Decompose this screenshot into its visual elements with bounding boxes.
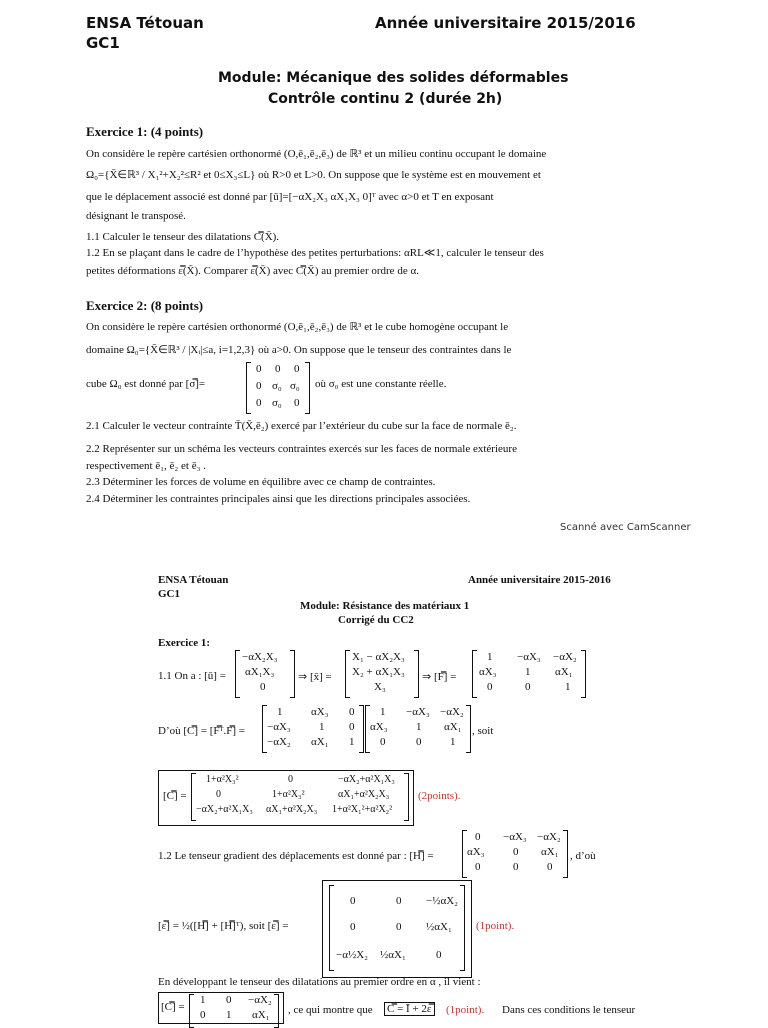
F-label: ⇒ [F̿] = [422, 671, 457, 683]
Ft-cell: 0 [349, 721, 355, 733]
ex1-q12a: 1.2 En se plaçant dans le cadre de l’hypothèse des petites perturbations: αRL≪1, calculer le tenseur des [86, 247, 544, 259]
bot-ex1: Exercice 1: [158, 637, 211, 649]
sigma-cell: σ₀ [272, 397, 282, 409]
Ft-cell: 1 [277, 706, 283, 718]
top-exam: Contrôle continu 2 (durée 2h) [268, 91, 503, 107]
sigma-cell: 0 [275, 363, 281, 375]
H-cell: 0 [513, 846, 519, 858]
C-cell: 0 [216, 789, 221, 800]
sigma-cell: σ₀ [290, 380, 300, 392]
C2-cell: 0 [200, 1009, 206, 1021]
F2-cell: 1 [450, 736, 456, 748]
ex2-q23: 2.3 Déterminer les forces de volume en équilibre avec ce champ de contraintes. [86, 476, 436, 488]
F-cell: αX₁ [555, 666, 573, 678]
eps-cell: ½αX₁ [426, 921, 452, 933]
Ft-cell: 0 [349, 706, 355, 718]
top-module: Module: Mécanique des solides déformables [218, 70, 569, 86]
ex2-q22a: 2.2 Représenter sur un schéma les vecteurs contraintes exercés sur les faces de normale extérieure [86, 443, 517, 455]
H-cell: −αX₂ [537, 831, 561, 843]
eps-cell: 0 [396, 921, 402, 933]
F2-matrix [365, 705, 471, 753]
Ft-cell: −αX₂ [267, 736, 291, 748]
H-cell: αX₃ [467, 846, 485, 858]
F-cell: 1 [565, 681, 571, 693]
H-cell: 0 [513, 861, 519, 873]
sigma-cell: 0 [256, 363, 262, 375]
u-vector [235, 650, 295, 698]
H-cell: −αX₃ [503, 831, 527, 843]
sigma-cell: 0 [294, 397, 300, 409]
C2-cell: 1 [200, 994, 206, 1006]
ex1-q11: 1.1 Calculer le tenseur des dilatations C̿(X̄). [86, 231, 280, 243]
ex2-q22b: respectivement ē₁, ē₂ et ē₃ . [86, 460, 206, 472]
F-cell: 1 [525, 666, 531, 678]
top-class: GC1 [86, 34, 120, 52]
C2-matrix [189, 994, 279, 1028]
F-cell: −αX₃ [517, 651, 541, 663]
u-cell: 0 [260, 681, 266, 693]
C-label: [C̿] = [163, 790, 187, 802]
C-cell: −αX₂+α²X₁X₃ [338, 774, 395, 785]
ex1-p1: On considère le repère cartésien orthonormé (O,ē₁,ē₂,ē₃) de ℝ³ et un milieu continu occupant le domaine [86, 148, 547, 160]
H-cell: αX₁ [541, 846, 559, 858]
H-cell: 0 [475, 831, 481, 843]
C2-label: [C̿] = [161, 1001, 185, 1013]
eps-matrix [329, 885, 465, 971]
ex2-title: Exercice 2: (8 points) [86, 298, 204, 313]
eps-cell: 0 [396, 895, 402, 907]
ex2-p3b: où σ₀ est une constante réelle. [315, 378, 447, 390]
l11-prefix: 1.1 On a : [ū] = [158, 670, 226, 682]
Ft-matrix [262, 705, 364, 753]
top-year: Année universitaire 2015/2016 [375, 14, 636, 32]
Ft-cell: 1 [319, 721, 325, 733]
q12-label: 1.2 Le tenseur gradient des déplacements est donné par : [H̿] = [158, 850, 434, 862]
C-cell: 0 [288, 774, 293, 785]
bot-subtitle: Corrigé du CC2 [338, 614, 414, 626]
C2-cell: −αX₂ [248, 994, 272, 1006]
bot-school: ENSA Tétouan [158, 574, 229, 586]
F-cell: −αX₂ [553, 651, 577, 663]
ex1-title: Exercice 1: (4 points) [86, 124, 204, 139]
u-cell: αX₁X₃ [245, 666, 275, 678]
F2-cell: 1 [416, 721, 422, 733]
C-cell: αX₁+α²X₂X₃ [266, 804, 318, 815]
F2-cell: αX₃ [370, 721, 388, 733]
x-cell: X₃ [374, 681, 386, 693]
eps-result-box [322, 880, 472, 978]
sigma-cell: 0 [294, 363, 300, 375]
dev-text: En développant le tenseur des dilatations au premier ordre en α , il vient : [158, 976, 481, 988]
ex2-p2: domaine Ω₀={X̄∈ℝ³ / |Xᵢ|≤a, i=1,2,3} où a>0. On suppose que le tenseur des contraintes dans le [86, 344, 512, 356]
C-cell: −αX₂+α²X₁X₃ [196, 804, 253, 815]
Ft-cell: −αX₃ [267, 721, 291, 733]
F-cell: 0 [487, 681, 493, 693]
F2-cell: 0 [380, 736, 386, 748]
ex1-p4: désignant le transposé. [86, 210, 186, 222]
sigma-cell: 0 [256, 397, 262, 409]
points-1: (1point). [476, 920, 515, 932]
C-cell: 1+α²X₃² [272, 789, 305, 800]
Ft-cell: 1 [349, 736, 355, 748]
dou-label: D’où [C̿] = [F̿ᵀ.F̿] = [158, 725, 245, 737]
F2-cell: −αX₂ [440, 706, 464, 718]
x-vector [345, 650, 419, 698]
eps-cell: −½αX₂ [426, 895, 458, 907]
ex2-p3a: cube Ω₀ est donné par [σ̿]= [86, 378, 206, 390]
C2-cell: 1 [226, 1009, 232, 1021]
F-cell: 1 [487, 651, 493, 663]
bot-class: GC1 [158, 588, 180, 600]
ex2-p1: On considère le repère cartésien orthonormé (O,ē₁,ē₂,ē₃) de ℝ³ et le cube homogène occupant le [86, 321, 509, 333]
ex1-q12b: petites déformations ε̿(X̄). Comparer ε̿(X̄) avec C̿(X̄) au premier ordre de α. [86, 265, 419, 277]
show1-text: , ce qui montre que [288, 1004, 373, 1016]
F2-cell: αX₁ [444, 721, 462, 733]
eps-cell: 0 [436, 949, 442, 961]
ex2-q24: 2.4 Déterminer les contraintes principales ainsi que les directions principales associées. [86, 493, 471, 505]
C-cell: 1+α²X₃² [206, 774, 239, 785]
ex1-p3: que le déplacement associé est donné par [ū]=[−αX₂X₃ αX₁X₃ 0]ᵀ avec α>0 et T en exposant [86, 191, 494, 203]
top-school: ENSA Tétouan [86, 14, 204, 32]
scanner-label: Scanné avec CamScanner [560, 522, 691, 533]
x-cell: X₂ + αX₁X₃ [352, 666, 405, 678]
Ft-cell: αX₁ [311, 736, 329, 748]
H-matrix [462, 830, 568, 878]
C2-cell: αX₁ [252, 1009, 270, 1021]
sigma-cell: 0 [256, 380, 262, 392]
C-cell: αX₁+α²X₂X₃ [338, 789, 390, 800]
C-result-box [158, 770, 414, 826]
H-cell: 0 [547, 861, 553, 873]
eps-label: [ε̿] = ½([H̿] + [H̿]ᵀ), soit [ε̿] = [158, 920, 289, 932]
C-matrix [191, 773, 409, 821]
F2-cell: 0 [416, 736, 422, 748]
eps-cell: 0 [350, 895, 356, 907]
Ft-cell: αX₃ [311, 706, 329, 718]
sigma-cell: σ₀ [272, 380, 282, 392]
F-cell: 0 [525, 681, 531, 693]
bot-year: Année universitaire 2015-2016 [468, 574, 611, 586]
bot-module: Module: Résistance des matériaux 1 [300, 600, 470, 612]
points-1b: (1point). [446, 1004, 485, 1016]
points-2: (2points). [418, 790, 461, 802]
C-cell: 1+α²X₁²+α²X₂² [332, 804, 393, 815]
eps-cell: ½αX₁ [380, 949, 406, 961]
F-matrix [472, 650, 586, 698]
F2-cell: 1 [380, 706, 386, 718]
equality-box: C̿ = Ī + 2ε̿ [384, 1002, 435, 1016]
show2-text: Dans ces conditions le tenseur [502, 1004, 636, 1016]
soit-label: , soit [472, 725, 494, 737]
ex2-q21: 2.1 Calculer le vecteur contrainte T̄(X̄,ē₂) exercé par l’extérieur du cube sur la face de normale ē₂. [86, 420, 517, 432]
C2-box [158, 992, 284, 1024]
F-cell: αX₃ [479, 666, 497, 678]
x-label: ⇒ [x̄] = [298, 671, 332, 683]
ex1-p2: Ω₀={X̄∈ℝ³ / X₁²+X₂²≤R² et 0≤X₃≤L} où R>0 et L>0. On suppose que le système est en mouvement et [86, 169, 541, 181]
eps-cell: 0 [350, 921, 356, 933]
eps-cell: −α½X₂ [336, 949, 368, 961]
x-cell: X₁ − αX₂X₃ [352, 651, 405, 663]
F2-cell: −αX₃ [406, 706, 430, 718]
H-cell: 0 [475, 861, 481, 873]
sigma-matrix [246, 362, 310, 414]
dou2-label: , d’où [570, 850, 596, 862]
u-cell: −αX₂X₃ [242, 651, 278, 663]
C2-cell: 0 [226, 994, 232, 1006]
